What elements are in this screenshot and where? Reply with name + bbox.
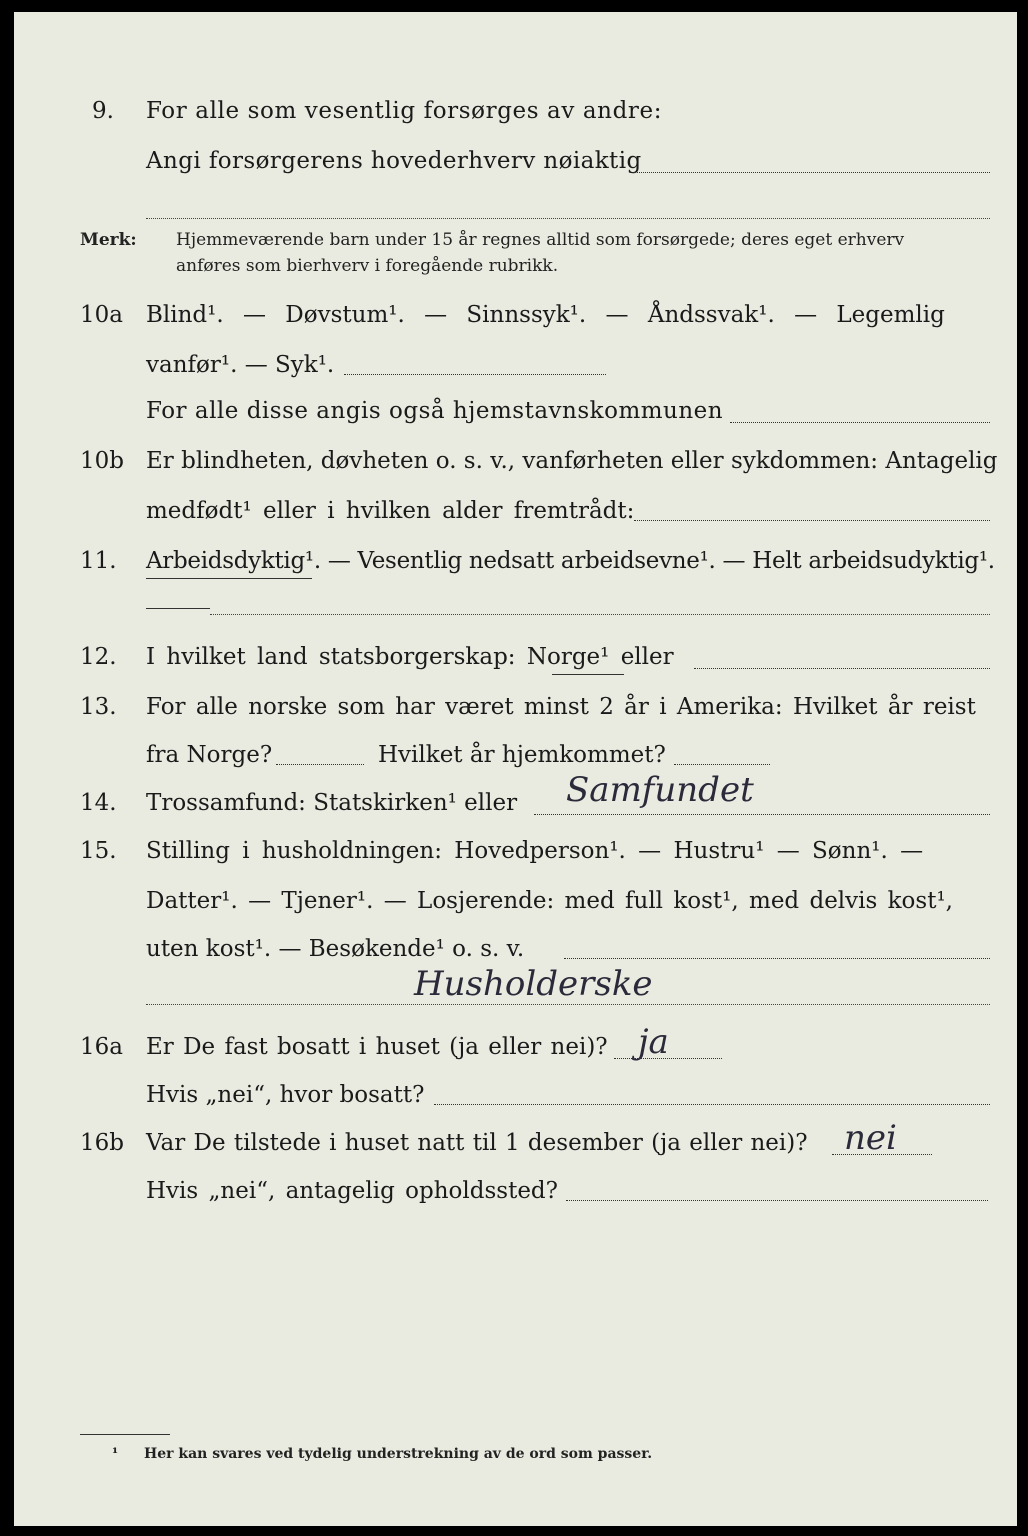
q12-number: 12. bbox=[80, 644, 117, 670]
q11-short-stroke bbox=[146, 608, 210, 609]
q16a-line2: Hvis „nei“, hvor bosatt? bbox=[146, 1082, 425, 1108]
q16b-answer-line[interactable] bbox=[832, 1154, 932, 1155]
q12-line1: I hvilket land statsborgerskap: Norge¹ eller bbox=[146, 644, 674, 670]
q12-underline-norge bbox=[552, 674, 624, 675]
q10a-line3: For alle disse angis også hjemstavnskommunen bbox=[146, 398, 724, 424]
q10b-line2: medfødt¹ eller i hvilken alder fremtrådt: bbox=[146, 498, 635, 524]
q15-line1: Stilling i husholdningen: Hovedperson¹. — Hustru¹ — Sønn¹. — bbox=[146, 838, 924, 864]
q9-answer-line-2[interactable] bbox=[146, 218, 990, 219]
q16b-line2: Hvis „nei“, antagelig opholdssted? bbox=[146, 1178, 558, 1204]
q11-underline-mark bbox=[146, 578, 312, 579]
q16a-line1: Er De fast bosatt i huset (ja eller nei)? bbox=[146, 1034, 608, 1060]
q10a-line1: Blind¹. — Døvstum¹. — Sinnssyk¹. — Åndssvak¹. — Legemlig bbox=[146, 302, 945, 328]
q10a-line2: vanfør¹. — Syk¹. bbox=[146, 352, 335, 378]
q14-line1: Trossamfund: Statskirken¹ eller bbox=[146, 790, 518, 816]
q15-number: 15. bbox=[80, 838, 117, 864]
q10a-number: 10a bbox=[80, 302, 123, 328]
q12-answer-line[interactable] bbox=[694, 668, 990, 669]
q16a-answer-line[interactable] bbox=[614, 1058, 722, 1059]
q13-line2a: fra Norge? bbox=[146, 742, 273, 768]
q9-number: 9. bbox=[92, 98, 114, 124]
q11-line1: Arbeidsdyktig¹. — Vesentlig nedsatt arbeidsevne¹. — Helt arbeidsudyktig¹. bbox=[146, 548, 995, 574]
q15-answer-line[interactable] bbox=[564, 958, 990, 959]
q13-line1: For alle norske som har været minst 2 år i Amerika: Hvilket år reist bbox=[146, 694, 976, 720]
footnote-text: Her kan svares ved tydelig understrekning av de ord som passer. bbox=[144, 1446, 653, 1462]
q16b-number: 16b bbox=[80, 1130, 124, 1156]
q13-departure-line[interactable] bbox=[276, 764, 364, 765]
q16a-residence-line[interactable] bbox=[434, 1104, 990, 1105]
q16a-handwritten-answer: ja bbox=[638, 1022, 669, 1062]
q9-line2: Angi forsørgerens hovederhverv nøiaktig bbox=[146, 148, 642, 174]
q15-line3: uten kost¹. — Besøkende¹ o. s. v. bbox=[146, 936, 525, 962]
q10b-line1: Er blindheten, døvheten o. s. v., vanførheten eller sykdommen: Antagelig bbox=[146, 448, 998, 474]
q16a-number: 16a bbox=[80, 1034, 123, 1060]
q10a-answer-line[interactable] bbox=[344, 374, 606, 375]
census-form-page bbox=[14, 12, 1017, 1526]
q15-handwritten-answer: Husholderske bbox=[414, 964, 653, 1004]
q13-return-line[interactable] bbox=[674, 764, 770, 765]
q13-line2b: Hvilket år hjemkommet? bbox=[378, 742, 666, 768]
q15-line2: Datter¹. — Tjener¹. — Losjerende: med full kost¹, med delvis kost¹, bbox=[146, 888, 953, 914]
merk-line2: anføres som bierhverv i foregående rubrikk. bbox=[176, 256, 559, 276]
q15-answer-line-2[interactable] bbox=[146, 1004, 990, 1005]
q13-number: 13. bbox=[80, 694, 117, 720]
q14-number: 14. bbox=[80, 790, 117, 816]
q14-handwritten-answer: Samfundet bbox=[566, 770, 754, 810]
q10b-answer-line[interactable] bbox=[634, 520, 990, 521]
q11-answer-line[interactable] bbox=[210, 614, 990, 615]
q16b-line1: Var De tilstede i huset natt til 1 desember (ja eller nei)? bbox=[146, 1130, 808, 1156]
merk-line1: Hjemmeværende barn under 15 år regnes alltid som forsørgede; deres eget erhverv bbox=[176, 230, 905, 250]
q11-number: 11. bbox=[80, 548, 117, 574]
merk-label: Merk: bbox=[80, 230, 137, 250]
q9-answer-line[interactable] bbox=[634, 172, 990, 173]
footnote-mark: ¹ bbox=[112, 1446, 119, 1462]
q9-line1: For alle som vesentlig forsørges av andre: bbox=[146, 98, 663, 124]
q10a-hometown-line[interactable] bbox=[730, 422, 990, 423]
q16b-location-line[interactable] bbox=[566, 1200, 988, 1201]
q14-answer-line[interactable] bbox=[534, 814, 990, 815]
footnote-rule bbox=[80, 1434, 170, 1435]
q10b-number: 10b bbox=[80, 448, 124, 474]
q16b-handwritten-answer: nei bbox=[844, 1118, 897, 1158]
